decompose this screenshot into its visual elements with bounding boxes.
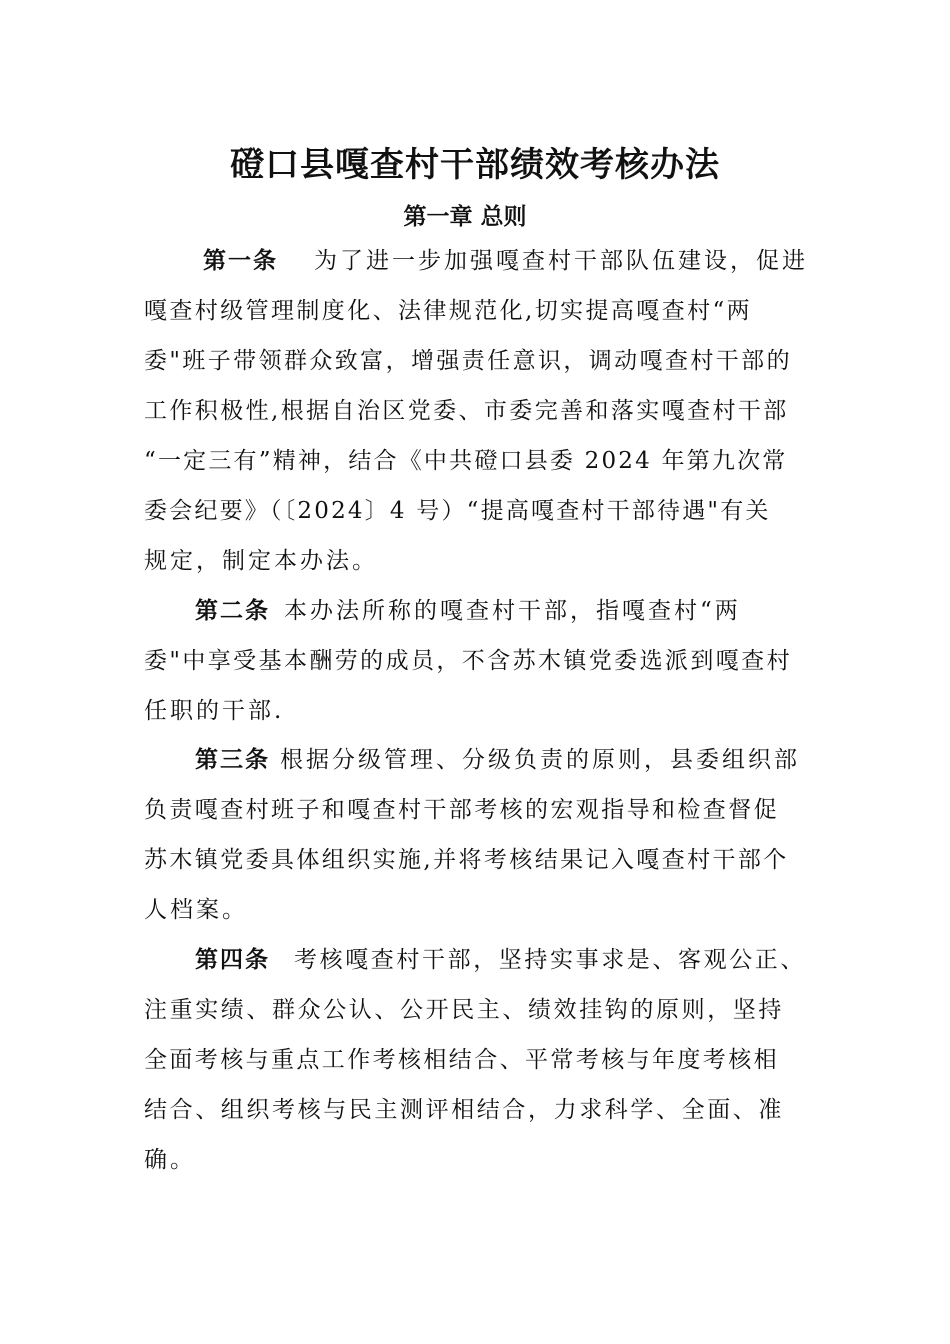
article-3-line-1 [195, 745, 800, 775]
article-4-line-1 [195, 945, 806, 975]
article-1-line-2: 嘎查村级管理制度化、法律规范化,切实提高嘎查村“两 [144, 298, 753, 324]
article-1-line-4: 工作积极性,根据自治区党委、市委完善和落实嘎查村干部 [144, 398, 789, 424]
article-3-line-3: 苏木镇党委具体组织实施,并将考核结果记入嘎查村干部个 [144, 847, 789, 873]
article-1-line-7: 规定，制定本办法。 [144, 548, 378, 574]
article-2-label: 第二条 [195, 597, 270, 624]
article-4-line-4: 结合、组织考核与民主测评相结合，力求科学、全面、准 [144, 1097, 784, 1123]
article-3-label: 第三条 [195, 746, 270, 773]
article-1-line-6: 委会纪要》（〔2024〕4 号）“提高嘎查村干部待遇"有关 [144, 498, 771, 524]
article-1-line-3: 委"班子带领群众致富，增强责任意识，调动嘎查村干部的 [144, 348, 792, 374]
article-4-text: 考核嘎查村干部，坚持实事求是、客观公正、 [294, 947, 806, 973]
article-3-line-4: 人档案。 [144, 897, 248, 923]
article-1-line-5: “一定三有”精神，结合《中共磴口县委 2024 年第九次常 [144, 448, 788, 474]
article-3-line-2: 负责嘎查村班子和嘎查村干部考核的宏观指导和检查督促 [144, 797, 779, 823]
article-2-line-1 [195, 596, 741, 626]
article-1-label: 第一条 [203, 247, 278, 274]
article-4-label: 第四条 [195, 946, 270, 973]
article-1-line-1 [203, 246, 808, 276]
article-2-line-3: 任职的干部. [144, 698, 285, 724]
article-3-text: 根据分级管理、分级负责的原则，县委组织部 [280, 747, 800, 773]
chapter-heading: 第一章 总则 [403, 203, 527, 230]
article-2-text: 本办法所称的嘎查村干部，指嘎查村“两 [284, 598, 741, 624]
article-1-text: 为了进一步加强嘎查村干部队伍建设，促进 [314, 248, 808, 274]
article-2-line-2: 委"中享受基本酬劳的成员，不含苏木镇党委选派到嘎查村 [144, 648, 792, 674]
article-4-line-2: 注重实绩、群众公认、公开民主、绩效挂钩的原则，坚持 [144, 997, 784, 1023]
article-4-line-3: 全面考核与重点工作考核相结合、平常考核与年度考核相 [144, 1047, 779, 1073]
document-title: 磴口县嘎查村干部绩效考核办法 [230, 145, 720, 185]
article-4-line-5: 确。 [144, 1147, 196, 1173]
